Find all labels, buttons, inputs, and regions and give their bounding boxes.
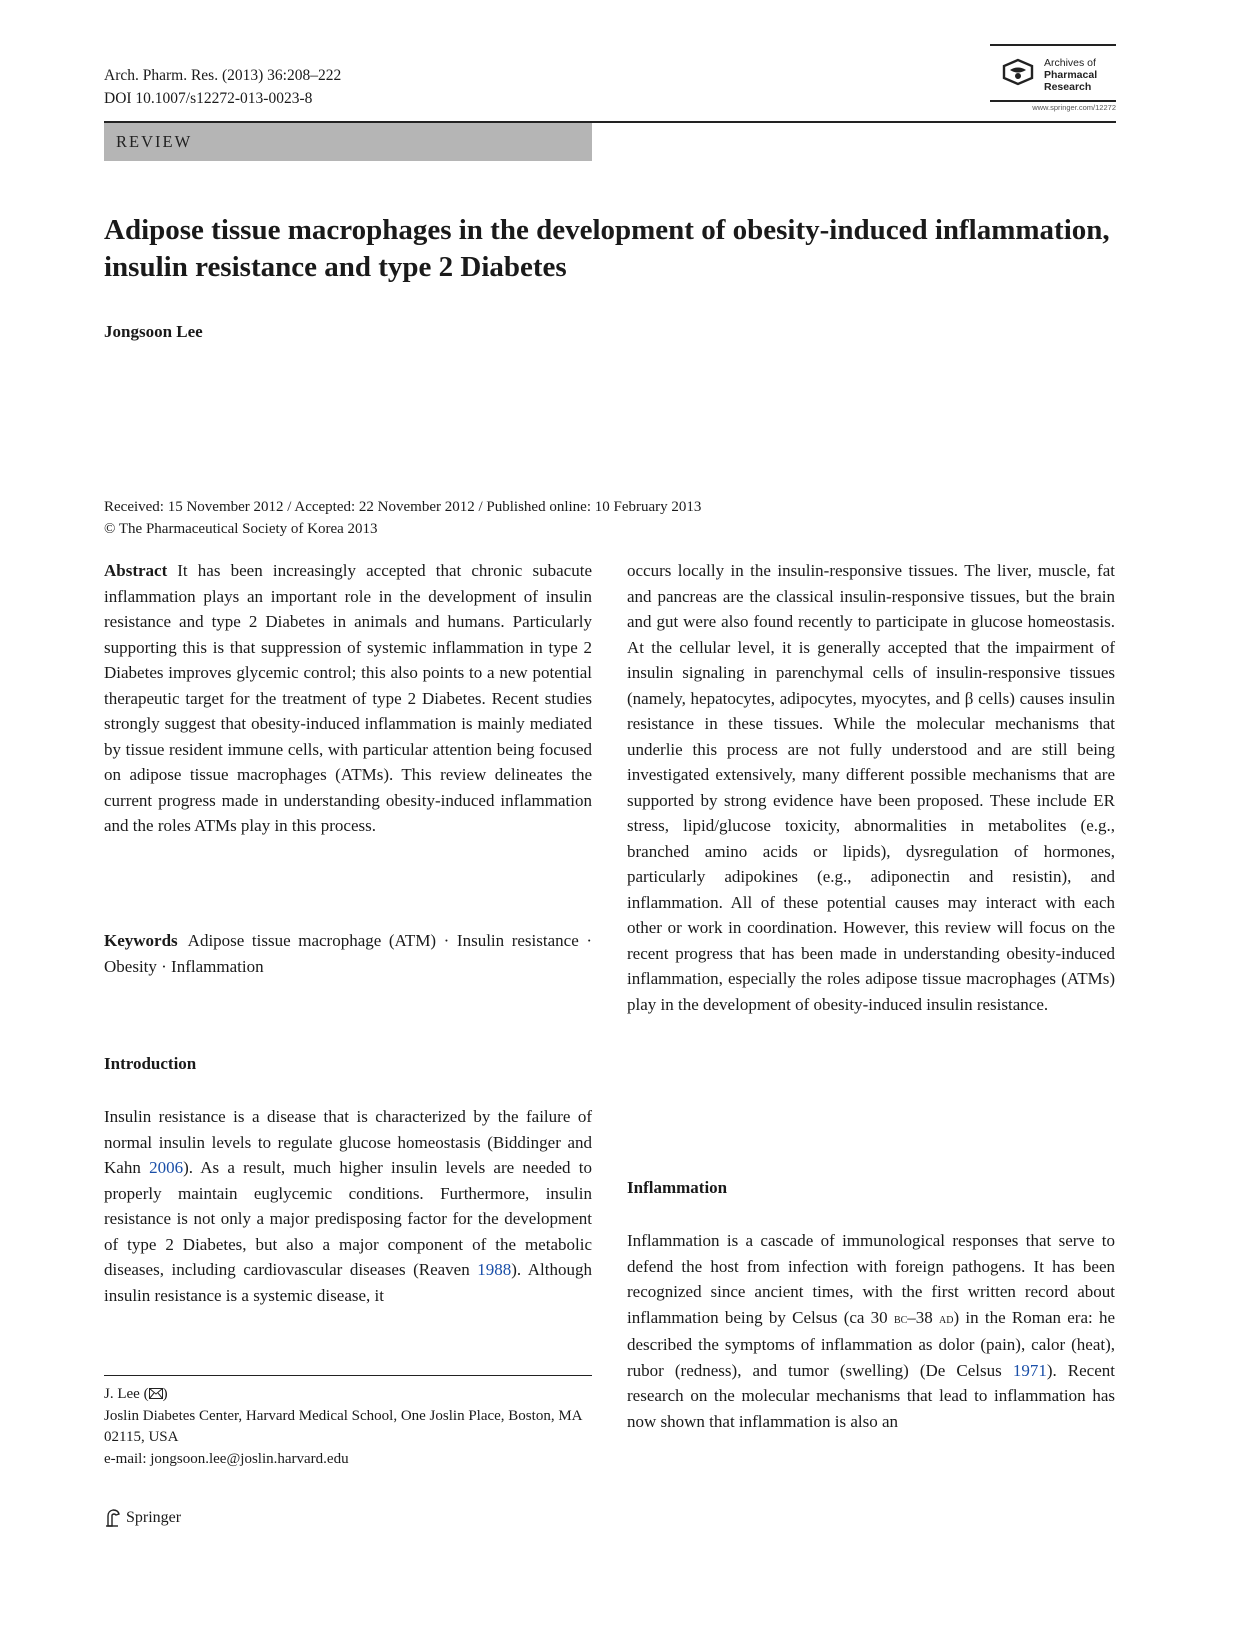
- citation-link-reaven[interactable]: 1988: [477, 1260, 512, 1279]
- author-name: Jongsoon Lee: [104, 322, 203, 341]
- publisher-mark: [104, 1508, 181, 1528]
- logo-line-1: Archives of: [1044, 57, 1096, 69]
- publisher-name: Springer: [126, 1509, 182, 1526]
- abstract-paragraph: [104, 558, 592, 839]
- logo-url[interactable]: www.springer.com/12272: [1032, 103, 1116, 112]
- publication-dates: [104, 496, 701, 540]
- citation-link-de-celsus[interactable]: 1971: [1012, 1360, 1047, 1380]
- copyright-line: © The Pharmaceutical Society of Korea 2013: [104, 521, 378, 537]
- logo-line-3: Research: [1044, 81, 1092, 93]
- inflammation-paragraph: Inflammation is a cascade of immunological responses that serve to defend the host from infection with foreign pathogens. It has been recognized since ancient times, with the first written record about inflammation being by Celsus (ca 30 bc–38 ad) in the Roman era: he described the symptoms of inflammation as dolor (pain), calor (heat), rubor (redness), and tumor (swelling) (De Celsus 1971). Recent research on the molecular mechanisms that lead to inflammation has now shown that inflammation is also an: [627, 1231, 1116, 1431]
- introduction-body: [104, 1104, 592, 1308]
- footnote-affiliation: Joslin Diabetes Center, Harvard Medical School, One Joslin Place, Boston, MA 02115, USA: [104, 1407, 582, 1445]
- introduction-paragraph: Insulin resistance is a disease that is characterized by the failure of normal insulin levels to regulate glucose homeostasis (Biddinger and Kahn 2006). As a result, much higher insulin levels are needed to properly maintain euglycemic conditions. Furthermore, insulin resistance is not only a major predisposing factor for the development of type 2 Diabetes, but also a major component of the metabolic diseases, including cardiovascular diseases (Reaven 1988). Although insulin resistance is a systemic disease, it: [104, 1107, 592, 1305]
- article-title: Adipose tissue macrophages in the development of obesity-induced inflammation, insulin resistance and type 2 Diabetes: [104, 214, 1110, 283]
- logo-text: [1044, 57, 1097, 93]
- keywords-text: Adipose tissue macrophage (ATM) · Insulin resistance · Obesity · Inflammation: [104, 931, 592, 976]
- doi: DOI 10.1007/s12272-013-0023-8: [104, 90, 313, 107]
- keywords-label: Keywords: [104, 931, 178, 950]
- abstract: [104, 558, 592, 839]
- abstract-text: It has been increasingly accepted that chronic subacute inflammation plays an important role in the development of insulin resistance and type 2 Diabetes in animals and humans. Particularly supporting this is that suppression of systemic inflammation in type 2 Diabetes improves glycemic control; this also points to a new potential therapeutic target for the treatment of type 2 Diabetes. Recent studies strongly suggest that obesity-induced inflammation is mainly mediated by tissue resident immune cells, with particular attention being focused on adipose tissue macrophages (ATMs). This review delineates the current progress made in understanding obesity-induced inflammation and the roles ATMs play in this process.: [104, 561, 592, 835]
- continuation-paragraph: occurs locally in the insulin-responsive tissues. The liver, muscle, fat and pancreas are the classical insulin-responsive tissues, but the brain and gut were also found recently to participate in glucose homeostasis. At the cellular level, it is generally accepted that the impairment of insulin signaling in parenchymal cells of insulin-responsive tissues (namely, hepatocytes, adipocytes, myocytes, and β cells) causes insulin resistance in these tissues. While the molecular mechanisms that underlie this process are not fully understood and are still being investigated extensively, many different possible mechanisms that are supported by strong evidence have been proposed. These include ER stress, lipid/glucose toxicity, abnormalities in metabolites (e.g., branched amino acids or lipids), dysregulation of hormones, particularly adipokines (e.g., adiponectin and resistin), and inflammation. All of these potential causes may interact with each other or work in coordination. However, this review will focus on the recent progress that has been made in understanding obesity-induced inflammation, especially the roles adipose tissue macrophages (ATMs) play in the development of obesity-induced insulin resistance.: [627, 561, 1115, 1014]
- footnote-email[interactable]: e-mail: jongsoon.lee@joslin.harvard.edu: [104, 1450, 349, 1467]
- article-type-label: REVIEW: [116, 132, 193, 151]
- footnote-rule: [104, 1375, 592, 1376]
- springer-horse-icon: [104, 1508, 122, 1528]
- journal-logo: [990, 44, 1116, 114]
- right-column-continuation: [627, 558, 1115, 1017]
- logo-bottom-rule: [990, 100, 1116, 102]
- inflammation-heading: Inflammation: [627, 1178, 728, 1197]
- author-footnote: [104, 1384, 592, 1470]
- journal-reference: [104, 64, 341, 110]
- keywords: [104, 928, 592, 979]
- logo-line-2: Pharmacal: [1044, 69, 1098, 81]
- logo-top-rule: [990, 44, 1116, 46]
- received-accepted-published: Received: 15 November 2012 / Accepted: 22 November 2012 / Published online: 10 February 2013: [104, 499, 702, 515]
- inflammation-body: [627, 1228, 1115, 1434]
- introduction-heading: Introduction: [104, 1054, 197, 1073]
- envelope-icon[interactable]: [149, 1388, 163, 1399]
- footnote-author: J. Lee ( ): [104, 1386, 168, 1402]
- archives-of-pharmacal-research-logo-icon: [1000, 56, 1036, 86]
- keywords-paragraph: [104, 928, 592, 979]
- abstract-label: Abstract: [104, 561, 168, 580]
- citation-link-biddinger[interactable]: 2006: [149, 1158, 184, 1177]
- article-type-band: [104, 123, 592, 161]
- journal-citation: Arch. Pharm. Res. (2013) 36:208–222: [104, 67, 342, 84]
